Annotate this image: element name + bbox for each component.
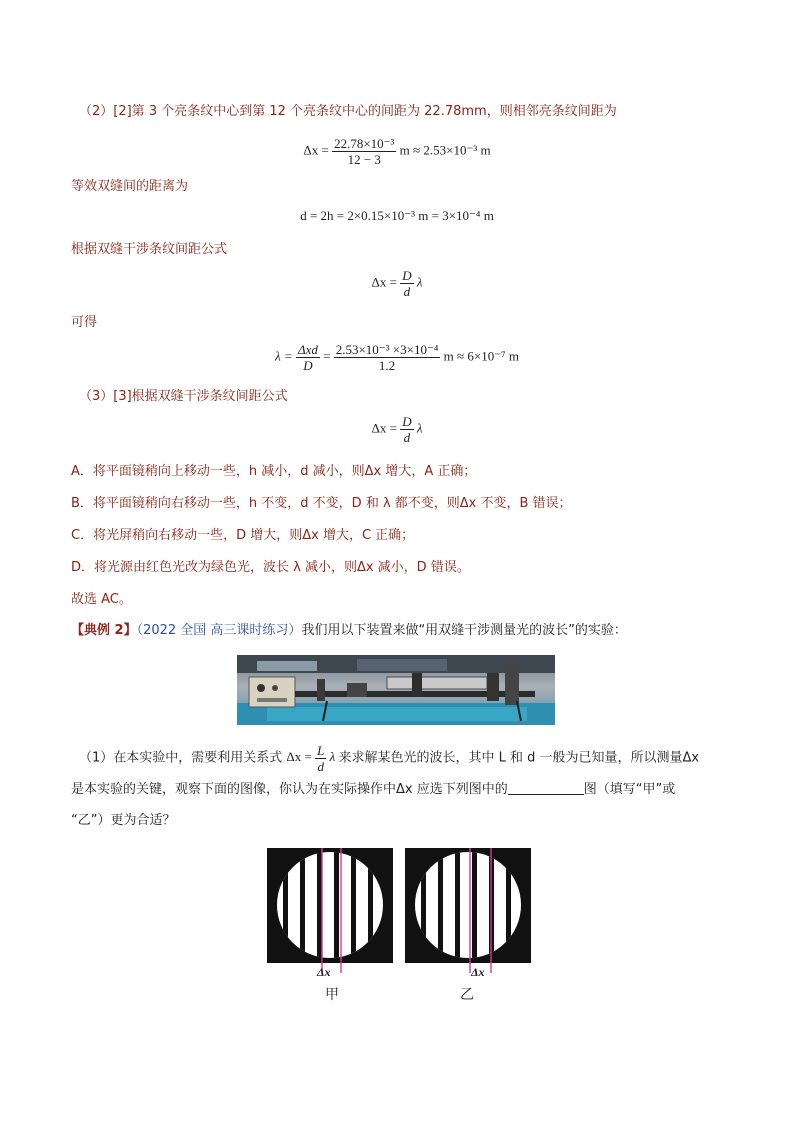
figure-jia — [267, 848, 393, 978]
question1-line3: “乙”）更为合适？ — [71, 813, 176, 828]
equation-lambda: λ = $\frac{\text{Δxd}}{D}$ = $\frac{\text{2.53×10⁻³ ×3×10⁻⁴}}{1.2}$ m ≈ 6×10⁻⁷ m — [275, 342, 519, 373]
equation-d: d = 2h = 2×0.15×10⁻³ m = 3×10⁻⁴ m — [300, 208, 494, 223]
caption-yi: 乙 — [460, 987, 474, 1003]
part2-intro: （2）[2]第 3 个亮条纹中心到第 12 个亮条纹中心的间距为 22.78mm，则相邻亮条纹间距为 — [79, 104, 617, 119]
example2-header — [71, 622, 627, 640]
equation-delta-x: Δx = $\frac{\text{22.78×10⁻³}}{12 - 3}$ m ≈ 2.53×10⁻³ m — [303, 136, 491, 167]
conclusion: 故选 AC。 — [71, 592, 132, 607]
label-slit-distance: 等效双缝间的距离为 — [71, 179, 189, 194]
example-source: （2022 全国 高三课时练习） — [136, 623, 302, 638]
example-text: 我们用以下装置来做“用双缝干涉测量光的波长”的实验： — [301, 623, 627, 638]
figure-yi — [405, 848, 531, 978]
label-formula: 根据双缝干涉条纹间距公式 — [71, 242, 228, 257]
question1-line2: 是本实验的关键，观察下面的图像，你认为在实际操作中Δx 应选下列图中的 图（填写“甲”或 — [71, 782, 676, 797]
equation-fringe-spacing: Δx = $\frac{D}{d}$ λ — [371, 268, 423, 299]
option-c: C．将光屏稍向右移动一些，D 增大，则Δx 增大，C 正确； — [71, 528, 415, 543]
option-b: B．将平面镜稍向右移动一些，h 不变，d 不变，D 和 λ 都不变，则Δx 不变，B 错误； — [71, 496, 572, 511]
caption-jia: 甲 — [325, 987, 339, 1003]
part3-intro: （3）[3]根据双缝干涉条纹间距公式 — [79, 389, 288, 404]
question1-line1: （1）在本实验中，需要利用关系式 Δx = $\frac{L}{d}$ λ 来求解某色光的波长，其中 L 和 d 一般为已知量，所以测量Δx — [79, 743, 700, 774]
equation-fringe-spacing-2: Δx = $\frac{D}{d}$ λ — [371, 414, 423, 445]
apparatus-photo — [237, 655, 555, 725]
delta-x-label-yi: Δx — [471, 965, 485, 979]
delta-x-label-jia: Δx — [317, 965, 331, 979]
example-tag: 【典例 2】 — [71, 623, 137, 638]
option-d: D．将光源由红色光改为绿色光，波长 λ 减小，则Δx 减小，D 错误。 — [71, 560, 470, 575]
label-get: 可得 — [71, 315, 98, 330]
answer-blank[interactable] — [508, 782, 584, 795]
option-a: A．将平面镜稍向上移动一些，h 减小，d 减小，则Δx 增大，A 正确； — [71, 464, 477, 479]
q1-formula: Δx = $\frac{L}{d}$ λ — [286, 743, 336, 774]
